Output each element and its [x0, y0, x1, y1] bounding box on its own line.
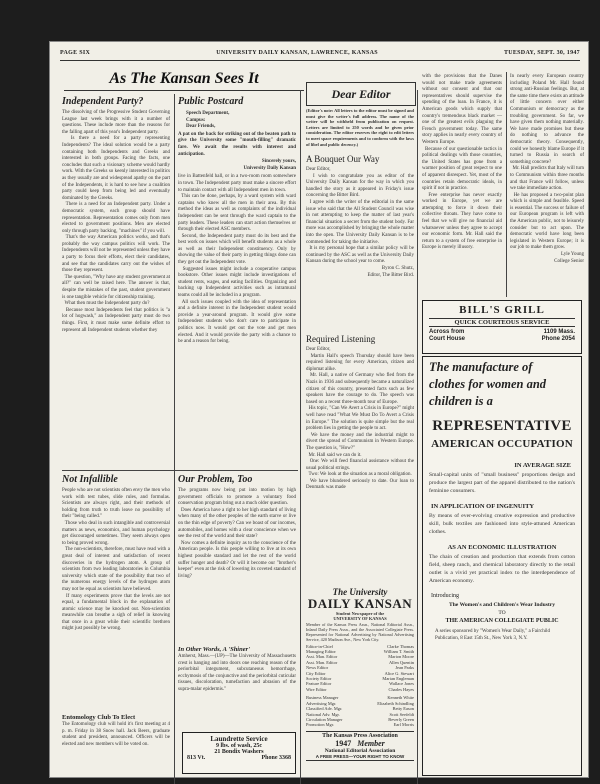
postcard-intro: A pat on the back for striking out of the beaten path to give the University some "mouth-filling" dramatic fare. We await the results with interest and anticipation. — [178, 131, 298, 157]
representative-occupation-ad — [422, 356, 582, 776]
not-infallible-heading: Not Infallible — [62, 474, 118, 485]
press-badge-2: National Editorial Association — [324, 747, 396, 754]
entomology-article — [62, 714, 170, 774]
not-infallible-body: People who are not scientists often envy the men who work with test tubes, slide rules, and formulas. Scientists are always right, and their methods of holding from truth to truth leave no possibility of their "being called." Those who deal in such intangible and controversial matters as news, economics, and human psychology get discouraged sometimes. They seem always open to being proved wrong. The non-scientists, therefore, must have read with a great deal of interest and satisfaction of recent discoveries in the hydrogen atom. A group of scientists from two leading laboratories in Columbia university which state of the possibility that two of the numerous energy levels of the hydrogen atom may not be equal as scientists have believed. If many experiments prove that the levels are not equal, a fundamental block in the explanation of atomic science may be knocked out. Non-scientists meanwhile can breathe a sigh of relief in knowing that once in a great while their scientific brethren might just possibly be wrong. — [62, 488, 171, 632]
column-rule — [417, 90, 418, 784]
masthead — [60, 46, 580, 61]
bills-grill-subtitle: QUICK COURTEOUS SERVICE — [429, 318, 575, 327]
press-member: Member — [357, 738, 385, 748]
staff-role: Asst. Man. Editor — [306, 659, 338, 665]
staff-role: Wire Editor — [306, 686, 327, 692]
business-role: Advertising Mgr. — [306, 700, 337, 706]
other-words-article — [178, 646, 296, 728]
staff-name: William T. Smith — [383, 649, 414, 655]
staff-name: Wallace Jones — [389, 681, 414, 687]
postcard-signoff: Sincerely yours, University Daily Kansan — [243, 159, 296, 171]
our-problem-article — [178, 474, 296, 644]
required-listening-heading: Required Listening — [306, 334, 376, 344]
our-problem-body: The programs now being put into motion by high government officials to promote a voluntary food conservation program bring out a much older question. Does America have a right to her high standard of living when many of the other peoples of the earth starve or live on the thin edge of poverty? Can we boast of our incomes, automobiles, and homes with a clear conscience when we see the rest of the world and their state? Now comes a definite inquiry as to the conscience of the American people. Is this people willing to live at its own highest possible standard and let the rest of the world suffer hunger and death? Or will it become our "brother's keeper" even at the risk of lowering its coveted standard of living? — [178, 488, 297, 579]
staff-list — [306, 644, 414, 693]
staff-name: Charles Hayes — [388, 686, 414, 692]
staff-name: Clarke Thomas — [387, 643, 414, 649]
laundrette-address: 813 Vt. — [187, 755, 206, 761]
staff-role: Feature Editor — [306, 681, 332, 687]
bills-left2: Court House — [429, 336, 465, 342]
business-name: Scott Seefeldt — [389, 711, 414, 717]
ad-series-credit: A series sponsored by "Women's Wear Daily," a Fairchild Publication, 8 East 15th St., New York 3, N.Y. — [435, 629, 552, 641]
column-rule — [174, 94, 175, 784]
ad-big-line2: AMERICAN OCCUPATION — [431, 438, 573, 450]
not-infallible-article — [62, 474, 170, 712]
bouquet-letter — [306, 154, 414, 332]
ad-sec2-body: By means of ever-evolving creative expression and productive skill, bulk textiles are fashioned into style-attuned American clothes. — [429, 513, 577, 535]
bills-right1: 1109 Mass. — [543, 329, 575, 335]
bills-left1: Across from — [429, 329, 465, 335]
business-role: Circulation Manager — [306, 716, 343, 722]
letter-last-body: In nearly every European country including Poland Mr. Hall found strong anti-Russian feelings. But, at the same time there exists an attitude of little concern over either Communism or democracy as the troubling government. So far, we have given them nothing materially. We have made promises but these do nothing to advance the democratic theory. Consequently, could we honestly blame Europe if it turned to Russia in search of something concrete? Mr. Hall predicts that Italy will turn to Communism within three months and that France will follow, unless we take immediate action. He has proposed a two-point plan which is simple and feasible. Speed is essential. The success or failure of our European program is left with the American public, not to leisurely consider but to act upon. The democratic world have long been legislated in Western Europe; it is our job to make them grow. — [510, 74, 585, 251]
letter-last-column — [510, 74, 584, 300]
editorial-banner: As The Kansan Sees It — [64, 70, 304, 91]
ad-sec1-body: Small-capital units of "small business" proportions design and produce the largest part of the apparel distributed to the nation's feminine consumers. — [429, 472, 577, 494]
bouquet-heading: A Bouquet Our Way — [306, 154, 380, 164]
other-words-body: Amherst, Mass.—(UP)—The University of Massachusetts crest is hanging and into doors one reaching reason of the periorbital integument, subcutaneous hemorrhage, ecchymosis of the conjunctive and the periorbital cuticular tissues, discoloration, tumefaction and abrasion of the supra-malar epidermis." — [178, 654, 298, 692]
staff-name: Marion Moore — [388, 654, 414, 660]
laundrette-title: Laundrette Service — [210, 735, 268, 743]
ad-script-line2: clothes for women and — [429, 377, 547, 391]
staff-name: Jean Parks — [395, 665, 414, 671]
ad-sec1-heading: IN AVERAGE SIZE — [514, 462, 571, 469]
section-divider — [62, 470, 298, 471]
staff-blurb: Member of the Kansas Press Assn., National Editorial Assn., Inland Daily Press Assn., and the Associated Collegiate Press. Represented for National Advertising by National Advertising Service, 420 Madison Ave., New York City. — [306, 621, 416, 643]
editor-note-text: (Editor's note: All letters to the editor must be signed and must give the writer's full address. The name of the writer will be withheld from publication on request. Letters are limited to 250 words and be given prior consideration. The editor reserves the right to edit letters to meet space requirements and to conform with the laws of libel and public decency.) — [306, 108, 416, 147]
independent-party-body: The dissolving of the Progressive Student Governing League last week brings with it a number of questions. These include more than the reasons for the falling apart of this year's Independent party. Is there a need for a party representing Independents? The ideal solution would be a party containing both Independents and Greeks and interested in both groups. Facing the facts, one concludes that such a visionary scheme would hardly work. With the Greeks so keenly interested in politics as they usually are and widespread apathy on the part of the Independents, it is hard to see how a coalition party could keep from being led and eventually dominated by the Greeks. There is a need for an Independent party. Under a democratic system, each group should have representation. Representation comes only from men elected to government positions. Men are elected only through party backing, "machines" if you will. That's the way American politics works, and that's probably the way campus politics will work. The Independents will not be represented unless they have a party to focus their efforts, elect their candidates, and see that the candidates carry out the wishes of those they represent. The question, "Why have any student government at all?" can well be raised here. The answer is that, despite the mistakes of the past, student government is one tangible vehicle for citizenship training. What then must the Independent party do? Because most Independents feel that politics is "a lot of hogwash," an Independent party must do two things. First, it must make some definite effort to represent all Independent students whether they — [62, 110, 171, 333]
independent-party-article — [62, 96, 170, 468]
letter-continued — [422, 74, 502, 292]
press-badge-3: A FREE PRESS—YOUR RIGHT TO KNOW — [315, 753, 405, 759]
staff-title-big: DAILY KANSAN — [307, 596, 413, 611]
business-row — [306, 722, 414, 727]
bouquet-signature: Byron C. Shutz, Editor, The Bitter Bird. — [367, 265, 414, 278]
dear-editor-header — [306, 82, 416, 106]
staff-title-small: The University — [332, 587, 388, 597]
laundrette-ad — [182, 732, 296, 774]
laundrette-phone: Phone 3368 — [261, 755, 291, 761]
ad-big-line1: REPRESENTATIVE — [432, 418, 572, 434]
entomology-heading: Entomology Club To Elect — [62, 714, 136, 721]
required-listening-body: Dear Editor, Martin Hall's speech Thursday should have been required listening for every American, citizen and diplomat alike. Mr. Hall, a native of Germany who fled from the Nazis in 1936 and subsequently became a naturalized citizen of this country, presented facts such as few speakers have the courage to do. The speech was based on a recent three-month tour of Europe. His topic, "Can We Avert a Crisis in Europe?" might well have read "What We Must Do To Avert a Crisis in Europe." The solution is quite simple but the real problem lies in getting the people to act. We have the money and the industrial might to divert the spread of Communism in Western Europe. The question is, "How?" Mr. Hall said we can do it. One: We will feed financial assistance without the usual political strings. Two: We look at the situation as a moral obligation. We have blundered seriously to date. Our loan to Denmark was made — [306, 347, 415, 491]
business-name: Betty Eason — [392, 706, 414, 712]
staff-role: Asst. Man. Editor — [306, 654, 338, 660]
bouquet-body: Dear Editor, I wish to congratulate you as editor of the University Daily Kansan for the way in which you handled the story as it appeared in Friday's issue concerning the Bitter Bird. I agree with the writer of the editorial in the same issue who said that the All Student Council was wise in not attempting to keep the matter of last year's financial situation a secret from the student body. Far more was accomplished by bringing the whole matter into the open. The University Daily Kansan is to be commended for taking the initiative. It is my personal hope that a similar policy will be continued by the ASC as well as the University Daily Kansan during the school year to come. — [306, 167, 414, 265]
newspaper-page — [50, 42, 588, 777]
ad-introducing: Introducing — [431, 593, 459, 599]
paper-name: UNIVERSITY DAILY KANSAN, LAWRENCE, KANSAS — [216, 50, 378, 56]
press-badges — [306, 731, 414, 761]
independent-party-heading: Independent Party? — [62, 96, 144, 107]
editor-note — [306, 108, 414, 152]
staff-name: Marian Engleman — [382, 676, 414, 682]
bills-grill-ad — [422, 300, 582, 354]
postcard-body: live in Battenfeld hall, or in a two-room room somewhere in town. The Independent party must make a sincere effort to maintain contact with all Independent men in town. This can be done, perhaps, by a ward system with ward captains who knew all the men in their area. By this method the ideas as well as complaints of the individual Independent can be sent through the ward captain to the party leaders. These leaders can start action themselves or through their elected ASC members. Second, the Independent party must do its best and the best work on issues which will benefit students as a whole as well as their Independent constituency. Only by showing the value of their party in getting things done can they get out the Independent vote. Suggested issues might include a cooperative campus bookstore. Other issues might include investigations of student rents, wages, and eating facilities. Organizing and backing up Independent activities such as intramural teams could all be included in a program. All such issues coupled with the idea of representation and a definite interest in the Independent student would provide a year-around program. It would give some Independent students who don't care to participate in politics now. It would get out the vote and get men elected. And it would provide the party with a chance to be and a reason for being. — [178, 174, 297, 345]
dear-editor-heading: Dear Editor — [331, 87, 391, 101]
issue-date: TUESDAY, SEPT. 30, 1947 — [503, 50, 580, 56]
business-role: Classified Adv. Mgr. — [306, 706, 343, 712]
entomology-body: The Entomology club will hold it's first meeting at 4 p. m. Friday in 38 Snow hall. Jack Beers, graduate student and president, announced. Officers will be elected and new members will be voted on. — [62, 722, 172, 747]
bills-right2: Phone 2054 — [541, 336, 575, 342]
business-name: Elizabeth Schindling — [377, 700, 414, 706]
public-postcard-heading: Public Postcard — [178, 96, 244, 107]
business-list — [306, 695, 414, 727]
ad-industry: The Women's and Children's Wear Industry — [448, 602, 556, 608]
staff-name: Allen Quentin — [389, 659, 414, 665]
ad-sec3-body: The chain of creation and production that extends from cotton field, sheep ranch, and chemical laboratory directly to the retail outlet is a vivid yet practical index to the interdependence of American economy. — [429, 554, 577, 584]
ad-to: TO — [498, 610, 506, 616]
business-role: Business Manager — [306, 695, 339, 701]
business-name: Beverly Green — [388, 716, 414, 722]
press-year: 1947 — [335, 738, 352, 748]
column-rule — [300, 90, 301, 784]
ad-collegiate-public: THE AMERICAN COLLEGIATE PUBLIC — [445, 618, 559, 624]
bills-grill-title: BILL'S GRILL — [459, 304, 545, 316]
ad-sec2-heading: IN APPLICATION OF INGENUITY — [431, 503, 535, 510]
page-number: PAGE SIX — [60, 50, 91, 56]
business-name: Kenneth White — [387, 695, 414, 701]
other-words-heading: In Other Words, A 'Shiner' — [178, 646, 250, 653]
public-postcard-article — [178, 96, 296, 468]
laundrette-line1: 9 lbs. of wash, 25c — [215, 743, 262, 749]
staff-role: Editor-in-Chief — [306, 643, 333, 649]
business-role: National Adv. Mgr. — [306, 711, 340, 717]
press-badge-1: The Kansas Press Association — [322, 732, 398, 739]
staff-role: Managing Editor — [306, 649, 336, 655]
letter-continued-body: with the provisions that the Danes would not make trade agreements without our consent and that our representatives should supervise the spending of the loan. In France, it is American goods which supply that country's tremendous black market —one of the greatest evils plaguing the French government today. The same story applies in nearly every country of Western Europe. Because of our questionable tactics in political dealings with those countries, the United States has gone from a warmer position of great respect to one of apparent disrespect. Yet, most of the countries retain democratic ideals, in spirit if not in practice. Free enterprise has never exactly worked in Europe, yet we are attempting to force it down their collective throats. They have come to feel that we will give no financial aid whatsoever unless they agree to accept our economic form. Mr. Hall said the return to a system of free enterprise in Europe is merely illusory. — [422, 74, 503, 251]
staff-name: Alice G. Stewart — [384, 670, 414, 676]
staff-role: City Editor — [306, 670, 326, 676]
staff-role: Society Editor — [306, 676, 332, 682]
required-listening-letter — [306, 334, 414, 584]
staff-row — [306, 687, 414, 692]
ad-script-line1: The manufacture of — [429, 360, 533, 374]
laundrette-line2: 21 Bondix Washers — [214, 749, 264, 755]
business-role: Promotion Mgr. — [306, 722, 335, 728]
staff-subtitle: Student Newspaper of the UNIVERSITY OF KANSAS — [333, 611, 387, 622]
letter-last-signature: Lyle Young College Senior — [554, 252, 584, 264]
business-name: Earl Morris — [393, 722, 414, 728]
column-rule — [506, 72, 507, 297]
postcard-salutation: Speech Department, Campus: Dear Friends, — [186, 111, 230, 130]
ad-sec3-heading: AS AN ECONOMIC ILLUSTRATION — [447, 544, 557, 551]
staff-box — [306, 587, 414, 777]
our-problem-heading: Our Problem, Too — [178, 474, 253, 485]
ad-script-line3: children is a — [429, 394, 493, 408]
staff-role: News Editor — [306, 665, 329, 671]
